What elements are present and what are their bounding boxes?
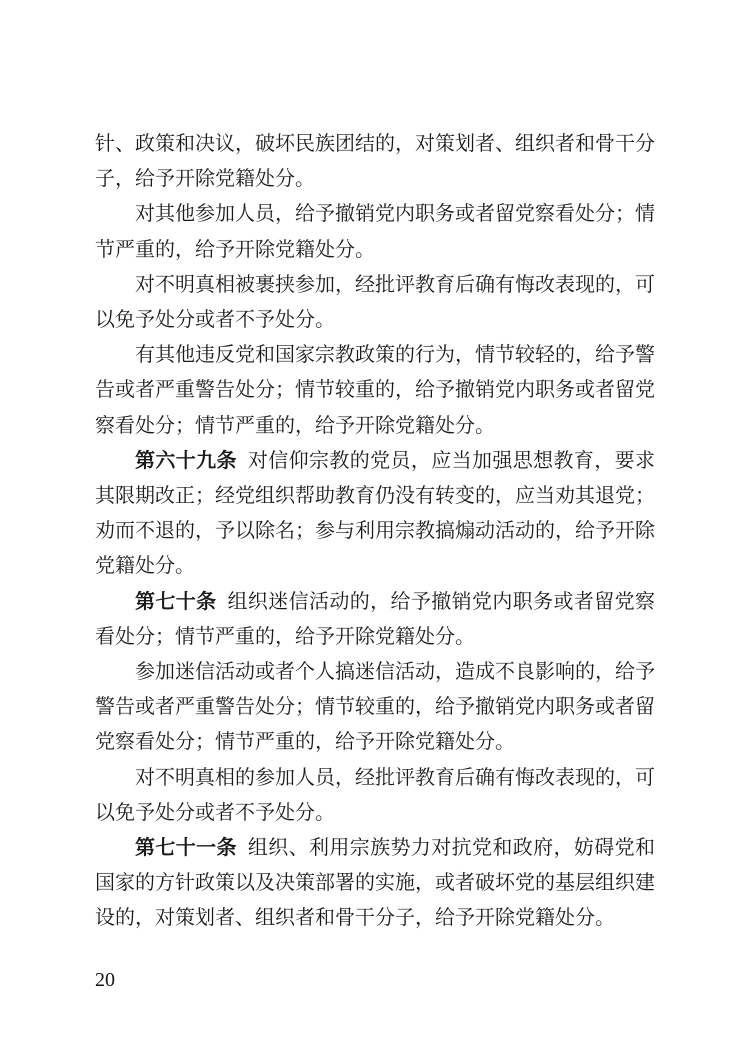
paragraph-text: 对其他参加人员，给予撤销党内职务或者留党察看处分；情节严重的，给予开除党籍处分。 bbox=[95, 203, 655, 261]
paragraph bbox=[95, 761, 655, 831]
paragraph-text: 参加迷信活动或者个人搞迷信活动，造成不良影响的，给予警告或者严重警告处分；情节较重的，给予撤销党内职务或者留党察看处分；情节严重的，给予开除党籍处分。 bbox=[95, 661, 655, 754]
article-number: 第七十一条 bbox=[135, 837, 237, 860]
article-number: 第七十条 bbox=[135, 590, 217, 613]
paragraph bbox=[95, 585, 655, 655]
paragraph bbox=[95, 127, 655, 197]
page-number: 20 bbox=[95, 969, 115, 991]
paragraph bbox=[95, 831, 655, 937]
article-number: 第六十九条 bbox=[135, 449, 237, 472]
paragraph-text: 对不明真相的参加人员，经批评教育后确有悔改表现的，可以免予处分或者不予处分。 bbox=[95, 766, 655, 824]
paragraph-text: 针、政策和决议，破坏民族团结的，对策划者、组织者和骨干分子，给予开除党籍处分。 bbox=[95, 133, 655, 191]
paragraph bbox=[95, 197, 655, 267]
paragraph-text: 组织、利用宗族势力对抗党和政府，妨碍党和国家的方针政策以及决策部署的实施，或者破坏党的基层组织建设的，对策划者、组织者和骨干分子，给予开除党籍处分。 bbox=[95, 837, 655, 930]
paragraph-text: 有其他违反党和国家宗教政策的行为，情节较轻的，给予警告或者严重警告处分；情节较重的，给予撤销党内职务或者留党察看处分；情节严重的，给予开除党籍处分。 bbox=[95, 344, 655, 437]
paragraph-text: 对信仰宗教的党员，应当加强思想教育，要求其限期改正；经党组织帮助教育仍没有转变的，应当劝其退党；劝而不退的，予以除名；参与利用宗教搞煽动活动的，给予开除党籍处分。 bbox=[95, 449, 655, 578]
paragraph bbox=[95, 338, 655, 444]
paragraph bbox=[95, 268, 655, 338]
paragraph-text: 组织迷信活动的，给予撤销党内职务或者留党察看处分；情节严重的，给予开除党籍处分。 bbox=[95, 590, 655, 648]
paragraph bbox=[95, 655, 655, 761]
paragraph bbox=[95, 444, 655, 585]
document-text-block bbox=[95, 127, 655, 937]
paragraph-text: 对不明真相被裹挟参加，经批评教育后确有悔改表现的，可以免予处分或者不予处分。 bbox=[95, 273, 655, 332]
